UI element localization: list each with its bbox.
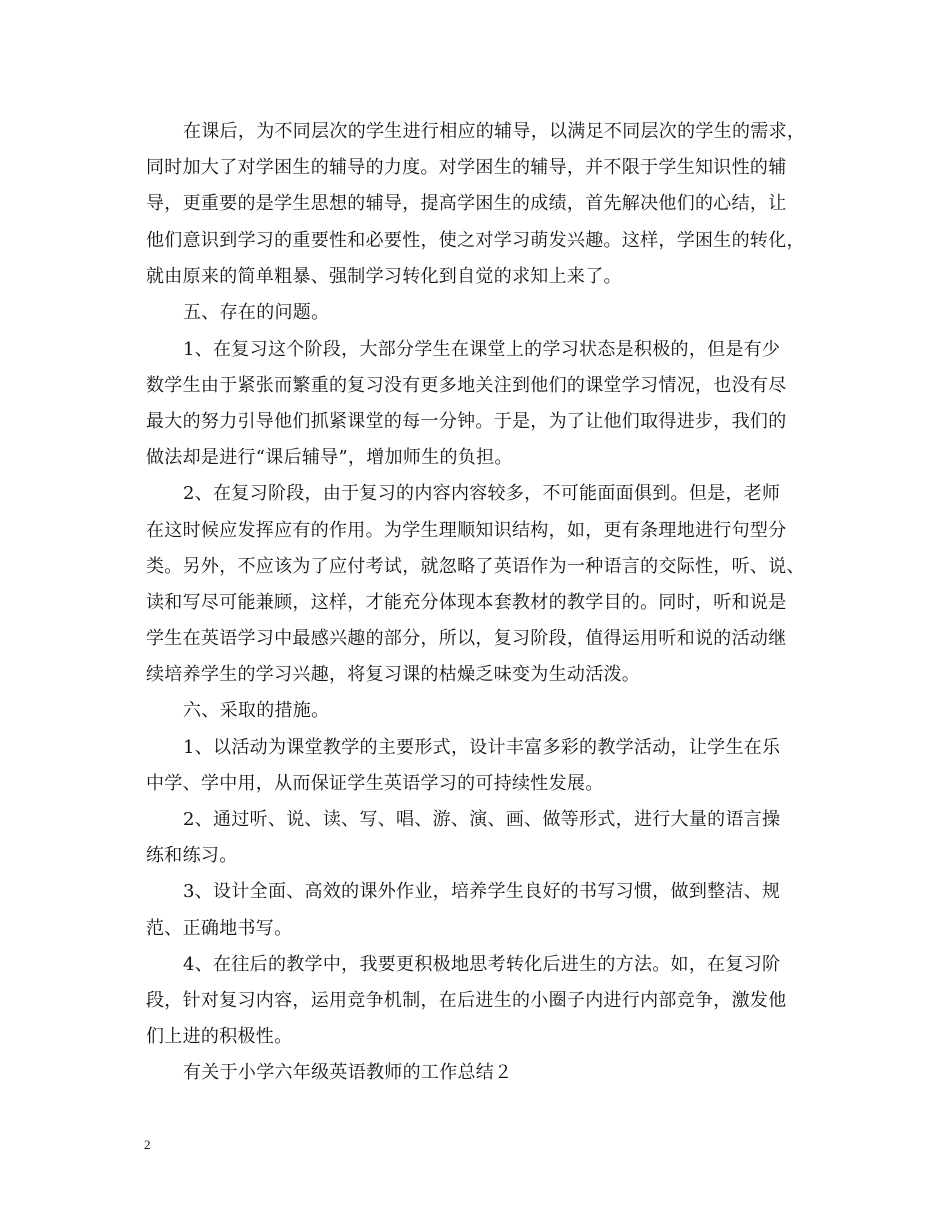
text-line: 在课后，为不同层次的学生进行相应的辅导，以满足不同层次的学生的需求， (183, 121, 806, 142)
text-line: 2、通过听、说、读、写、唱、游、演、画、做等形式，进行大量的语言操 (183, 809, 781, 830)
text-line: 续培养学生的学习兴趣，将复习课的枯燥乏味变为生动活泼。 (146, 664, 641, 685)
text-line: 他们意识到学习的重要性和必要性，使之对学习萌发兴趣。这样，学困生的转化， (146, 230, 805, 251)
document-subtitle: 有关于小学六年级英语教师的工作总结２ (183, 1062, 513, 1083)
page-number: 2 (144, 1137, 151, 1152)
section-heading: 五、存在的问题。 (183, 302, 330, 323)
text-line: 段，针对复习内容，运用竞争机制，在后进生的小圈子内进行内部竞争，激发他 (146, 990, 787, 1011)
text-line: 练和练习。 (146, 845, 238, 866)
text-line: 学生在英语学习中最感兴趣的部分，所以，复习阶段，值得运用听和说的活动继 (146, 628, 787, 649)
text-line: 做法却是进行“课后辅导”，增加师生的负担。 (146, 447, 513, 468)
section-heading: 六、采取的措施。 (183, 700, 330, 721)
text-line: 在这时候应发挥应有的作用。为学生理顺知识结构，如，更有条理地进行句型分 (146, 520, 787, 541)
text-line: 类。另外，不应该为了应付考试，就忽略了英语作为一种语言的交际性，听、说、 (146, 556, 805, 577)
text-line: 1、在复习这个阶段，大部分学生在课堂上的学习状态是积极的，但是有少 (183, 339, 781, 360)
text-line: 最大的努力引导他们抓紧课堂的每一分钟。于是，为了让他们取得进步，我们的 (146, 411, 787, 432)
text-line: 就由原来的简单粗暴、强制学习转化到自觉的求知上来了。 (146, 266, 622, 287)
text-line: 数学生由于紧张而繁重的复习没有更多地关注到他们的课堂学习情况，也没有尽 (146, 375, 787, 396)
text-line: 读和写尽可能兼顾，这样，才能充分体现本套教材的教学目的。同时，听和说是 (146, 592, 787, 613)
text-line: 2、在复习阶段，由于复习的内容内容较多，不可能面面俱到。但是，老师 (183, 483, 781, 504)
text-line: 导，更重要的是学生思想的辅导，提高学困生的成绩，首先解决他们的心结，让 (146, 193, 787, 214)
text-line: 4、在往后的教学中，我要更积极地思考转化后进生的方法。如，在复习阶 (183, 954, 781, 975)
text-line: 3、设计全面、高效的课外作业，培养学生良好的书写习惯，做到整洁、规 (183, 881, 781, 902)
text-line: 中学、学中用，从而保证学生英语学习的可持续性发展。 (146, 773, 604, 794)
text-line: 们上进的积极性。 (146, 1026, 293, 1047)
text-line: 同时加大了对学困生的辅导的力度。对学困生的辅导，并不限于学生知识性的辅 (146, 157, 787, 178)
text-line: 1、以活动为课堂教学的主要形式，设计丰富多彩的教学活动，让学生在乐 (183, 737, 781, 758)
text-line: 范、正确地书写。 (146, 918, 293, 939)
